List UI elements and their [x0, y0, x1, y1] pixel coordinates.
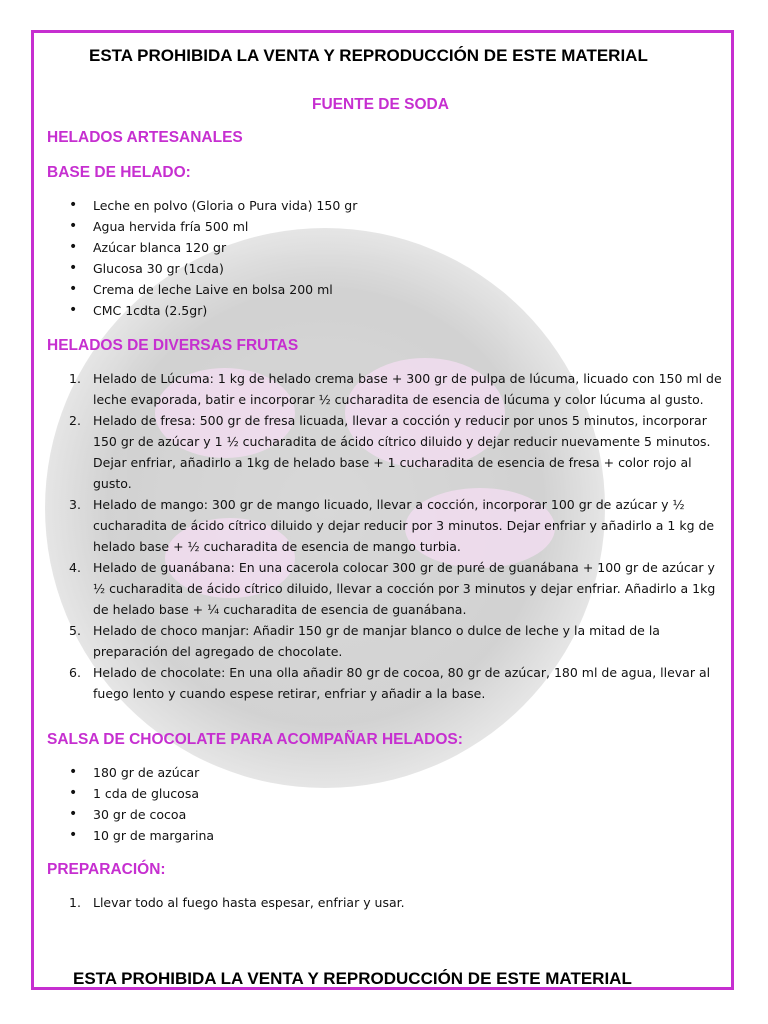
list-item: • CMC 1cdta (2.5gr)	[47, 300, 357, 321]
section-title: HELADOS ARTESANALES	[47, 129, 243, 146]
list-item: • 1 cda de glucosa	[47, 783, 214, 804]
list-item: 1. Llevar todo al fuego hasta espesar, enfriar y usar.	[69, 895, 405, 910]
list-item: • 180 gr de azúcar	[47, 762, 214, 783]
list-item: 1. Helado de Lúcuma: 1 kg de helado crema base + 300 gr de pulpa de lúcuma, licuado con 150 ml de leche evaporada, batir e incorporar ½ cucharadita de esencia de lúcuma y color lúcuma al gusto.	[69, 371, 722, 407]
list-item: • Agua hervida fría 500 ml	[47, 216, 357, 237]
list-item: 5. Helado de choco manjar: Añadir 150 gr de manjar blanco o dulce de leche y la mitad de la preparación del agregado de chocolate.	[69, 623, 660, 659]
salsa-ingredient-list	[47, 762, 214, 846]
frutas-title: HELADOS DE DIVERSAS FRUTAS	[47, 337, 299, 354]
list-item: • Crema de leche Laive en bolsa 200 ml	[47, 279, 357, 300]
preparacion-title: PREPARACIÓN:	[47, 861, 166, 878]
list-item: • Leche en polvo (Gloria o Pura vida) 150 gr	[47, 195, 357, 216]
document-subtitle: FUENTE DE SODA	[312, 96, 449, 113]
base-ingredient-list	[47, 195, 357, 321]
salsa-title: SALSA DE CHOCOLATE PARA ACOMPAÑAR HELADOS:	[47, 731, 463, 748]
list-item: • 10 gr de margarina	[47, 825, 214, 846]
frutas-recipe-list	[47, 368, 727, 704]
copyright-banner-bottom: ESTA PROHIBIDA LA VENTA Y REPRODUCCIÓN DE ESTE MATERIAL	[73, 969, 632, 988]
list-item: • Glucosa 30 gr (1cda)	[47, 258, 357, 279]
base-title: BASE DE HELADO:	[47, 164, 191, 181]
list-item: 6. Helado de chocolate: En una olla añadir 80 gr de cocoa, 80 gr de azúcar, 180 ml de agua, llevar al fuego lento y cuando espese retirar, enfriar y añadir a la base.	[69, 665, 711, 701]
copyright-banner-top: ESTA PROHIBIDA LA VENTA Y REPRODUCCIÓN DE ESTE MATERIAL	[89, 46, 648, 65]
list-item: 2. Helado de fresa: 500 gr de fresa licuada, llevar a cocción y reducir por unos 5 minutos, incorporar 150 gr de azúcar y 1 ½ cucharadita de ácido cítrico diluido y dejar reducir nuevamente 5 minutos. Dejar enfriar, añadirlo a 1kg de helado base + 1 cucharadita de esencia de fresa + color rojo al gusto.	[69, 413, 711, 491]
list-item: • 30 gr de cocoa	[47, 804, 214, 825]
list-item: 4. Helado de guanábana: En una cacerola colocar 300 gr de puré de guanábana + 100 gr de azúcar y ½ cucharadita de ácido cítrico diluido, llevar a cocción por 3 minutos y dejar enfriar. Añadirlo a 1kg de helado base + ¼ cucharadita de esencia de guanábana.	[69, 560, 716, 617]
list-item: • Azúcar blanca 120 gr	[47, 237, 357, 258]
list-item: 3. Helado de mango: 300 gr de mango licuado, llevar a cocción, incorporar 100 gr de azúcar y ½ cucharadita de ácido cítrico diluido y dejar reducir por 3 minutos. Dejar enfriar y añadirlo a 1 kg de helado base + ½ cucharadita de esencia de mango turbia.	[69, 497, 715, 554]
preparacion-steps	[47, 892, 727, 913]
